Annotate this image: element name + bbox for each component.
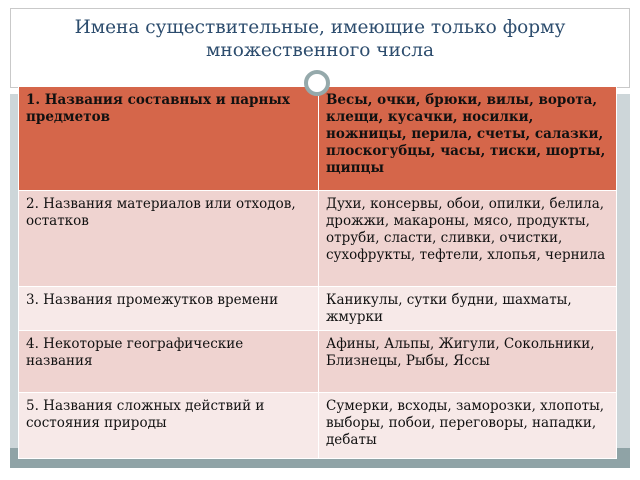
ring-ornament-icon (304, 70, 330, 96)
slide-title: Имена существительные, имеющие только форму множественного числа (74, 17, 566, 61)
category-cell: 1. Названия составных и парных предметов (19, 87, 319, 191)
category-cell: 5. Названия сложных действий и состояния природы (19, 393, 319, 459)
examples-cell: Каникулы, сутки будни, шахматы, жмурки (319, 287, 617, 331)
category-cell: 4. Некоторые географические названия (19, 331, 319, 393)
examples-cell: Сумерки, всходы, заморозки, хлопоты, выборы, побои, переговоры, нападки, дебаты (319, 393, 617, 459)
table-row (19, 87, 617, 191)
category-cell: 2. Названия материалов или отходов, остатков (19, 191, 319, 287)
examples-cell: Весы, очки, брюки, вилы, ворота, клещи, кусачки, носилки, ножницы, перила, счеты, салазки, плоскогубцы, часы, тиски, шорты, щипцы (319, 87, 617, 191)
table-row (19, 393, 617, 459)
noun-table (18, 86, 617, 459)
category-cell: 3. Названия промежутков времени (19, 287, 319, 331)
examples-cell: Духи, консервы, обои, опилки, белила, дрожжи, макароны, мясо, продукты, отруби, сласти, сливки, очистки, сухофрукты, тефтели, хлопья, чернила (319, 191, 617, 287)
examples-cell: Афины, Альпы, Жигули, Сокольники, Близнецы, Рыбы, Яссы (319, 331, 617, 393)
table-row (19, 287, 617, 331)
table-row (19, 191, 617, 287)
table-row (19, 331, 617, 393)
